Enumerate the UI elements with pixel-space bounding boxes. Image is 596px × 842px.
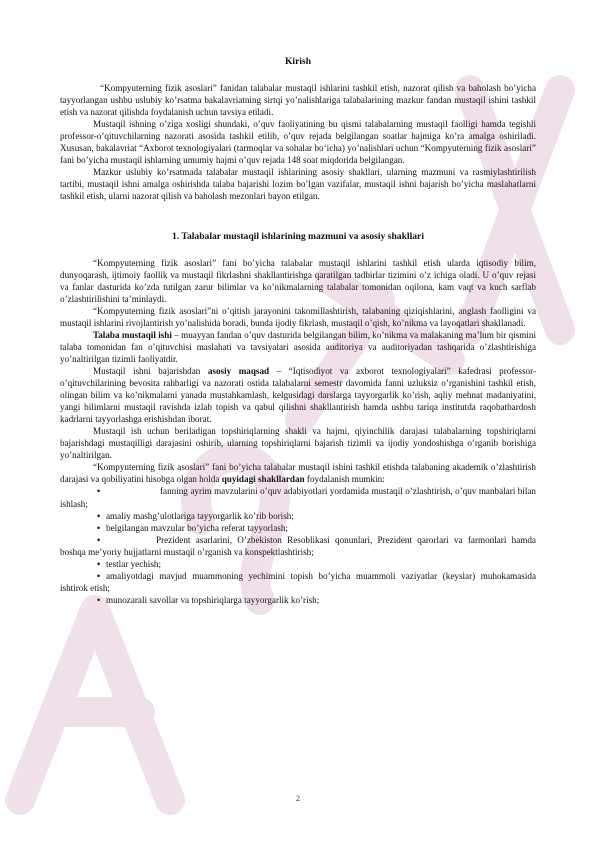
bullet-icon: • xyxy=(97,570,101,581)
paragraph-text: “Kompyuterning fizik asoslari” fani bo’yicha talabalar mustaqil ishini tashkil etishda talabaning akademik o’zlashtirish darajasi va qobiliyatini hisobga olgan holda xyxy=(60,462,536,485)
bullet-icon: • xyxy=(97,534,101,545)
body-paragraph-4 xyxy=(60,365,536,425)
body-paragraph-5: Mustaqil ish uchun beriladigan topshiriqlarning shakli va hajmi, qiyinchilik darajasi talabalarning topshiriqlarni bajarishdagi mustaqilligi darajasini oshirib, ularning topshiriqlarni bajarish tizimli va ijodiy yondoshishga o’rganib borishiga yo’naltirilgan. xyxy=(60,426,536,461)
list-item: • fanning ayrim mavzularini o’quv adabiyotlari yordamida mustaqil o’zlashtirish, o’quv manbalari bilan ishlash; xyxy=(60,486,536,509)
body-paragraph-3 xyxy=(60,329,536,365)
body-paragraph-2: “Kompyuterning fizik asoslari”ni o’qitish jarayonini takomillashtirish, talabaning qiziqishlarini, anglash faolligini va mustaqil ishlarini rivojlantirish yo’nalishida boradi, bunda ijodiy fikrlash, mustaqil o’qish, ko’nikma va layoqatlari shakllanadi. xyxy=(60,305,536,328)
intro-paragraph-1: “Kompyuterning fizik asoslari” fanidan talabalar mustaqil ishlarini tashkil etish, nazorat qilish va baholash bo’yicha tayyorlangan ushbu uslubiy ko’rsatma bakalavriatning sirtqi yo’nalishlariga talabalarining mazkur fandan mustaqil ishini tashkil etish va nazorat qilishda foydalanish uchun tavsiya etiladi. xyxy=(60,83,536,118)
definition-text: – muayyan fandan o’quv dasturida belgilangan bilim, ko’nikma va malakaning ma’lum bir qismini talaba tomonidan fan o’qituvchisi maslahati va tavsiyalari asosida auditoriya va auditoriyadan tashqarida o’zlashtirishiga yo’naltirilgan tizimli faoliyatdir. xyxy=(60,329,536,364)
intro-paragraph-2: Mustaqil ishning o’ziga xosligi shundaki, o’quv faoliyatining bu qismi talabalarning mustaqil faolligi hamda tegishli professor-o’qituvchilarning nazorati asosida tashkil etilib, o’quv rejada belgilangan soatlar hajmiga ko’ra amalga oshiriladi. Xususan, bakalavriat “Axborot texnologiyalari (tarmoqlar va sohalar bo‘icha) yo’nalishlari uchun “Kompyuterning fizik asoslari” fani bo’yicha mustaqil ishlarning umumiy hajmi o’quv rejada 148 soat miqdorida belgilangan. xyxy=(60,119,536,166)
list-item: • munozarali savollar va topshiriqlarga tayyorgarlik ko’rish; xyxy=(97,594,320,605)
page-title: Kirish xyxy=(284,56,312,67)
list-item: • testlar yechish; xyxy=(97,558,161,569)
bullet-icon: • xyxy=(97,522,101,533)
bullet-icon: • xyxy=(97,594,101,605)
bullet-icon: • xyxy=(97,558,101,569)
paragraph-text: Mustaqil ishni bajarishdan xyxy=(93,365,208,376)
list-item: • amaliyotdagi mavjud muammoning yechimini topish bo’yicha muammoli vaziyatlar (keyslar) muhokamasida ishtirok etish; xyxy=(60,570,536,593)
main-goal-term: asosiy maqsad xyxy=(207,365,270,376)
body-paragraph-1: “Kompyuterning fizik asoslari” fani bo’yicha talabalar mustaqil ishlarini tashkil etish ularda iqtisodiy bilim, dunyoqarash, ijtimoiy faollik va mustaqil fikrlashni shakllantirishga qaratilgan tadbirlar tizimini o’z ichiga oladi. U o’quv rejasi va fanlar dasturida ko’zda tutilgan zarur bilimlar va ko’nikmalarning talabalar tomonidan oqilona, kam vaqt va kuch sarflab o’zlashtirilishini ta’minlaydi. xyxy=(60,257,536,304)
document-body xyxy=(60,56,536,606)
list-item: • belgilangan mavzular bo’yicha referat tayyorlash; xyxy=(97,522,288,533)
intro-paragraph-3: Mazkur uslubiy ko’rsatmada talabalar mustaqil ishlarining asosiy shakllari, ularning mazmuni va rasmiylashtirilish tartibi, mustaqil ishni amalga oshirishda talaba bajarishi lozim bo’lgan vazifalar, mustaqil ishni bajarish bo’yicha maslahatlarni tashkil etish, ularni nazorat qilish va baholash mezonlari bayon etilgan. xyxy=(60,167,536,202)
section-heading: 1. Talabalar mustaqil ishlarining mazmuni va asosiy shakllari xyxy=(172,230,424,242)
term-definition: Talaba mustaqil ishi xyxy=(93,329,172,340)
list-item: • amaliy mashg’ulotlariga tayyorgarlik ko’rib borish; xyxy=(97,510,294,521)
bullet-icon: • xyxy=(97,510,101,521)
list-item: • Prezident asarlarini, O’zbekiston Resoblikasi qonunlari, Prezident qarorlari va farmonlari hamda boshqa me’yoriy hujjatlarni mustaqil o’rganish va konspektlashtirish; xyxy=(60,534,536,557)
forms-term: quyidagi shakllardan xyxy=(221,474,305,485)
page-number: 2 xyxy=(296,794,300,803)
paragraph-text: foydalanish mumkin: xyxy=(304,474,385,485)
body-paragraph-6 xyxy=(60,461,536,485)
bullet-icon: • xyxy=(97,486,101,497)
paragraph-text: – “Iqtisodiyot va axborot texnologiyalari” kafedrasi professor-o’qituvchilarining bevosita rahbarligi va nazorati ostida talabalarni semestr davomida fanni uzluksiz o’rganishini tashkil etish, olingan bilim va ko’nikmalarni yanada mustahkamlash, kelgusidagi darslarga tayyorgarlik ko’rish, aqliy mehnat madaniyatini, yangi bilimlarni mustaqil ravishda izlab topish va qabul qilishni shakllantirish hamda ushbu tariqa institutda raqobatbardosh kadrlarni tayyorlashga erishishdan iborat. xyxy=(60,365,536,425)
